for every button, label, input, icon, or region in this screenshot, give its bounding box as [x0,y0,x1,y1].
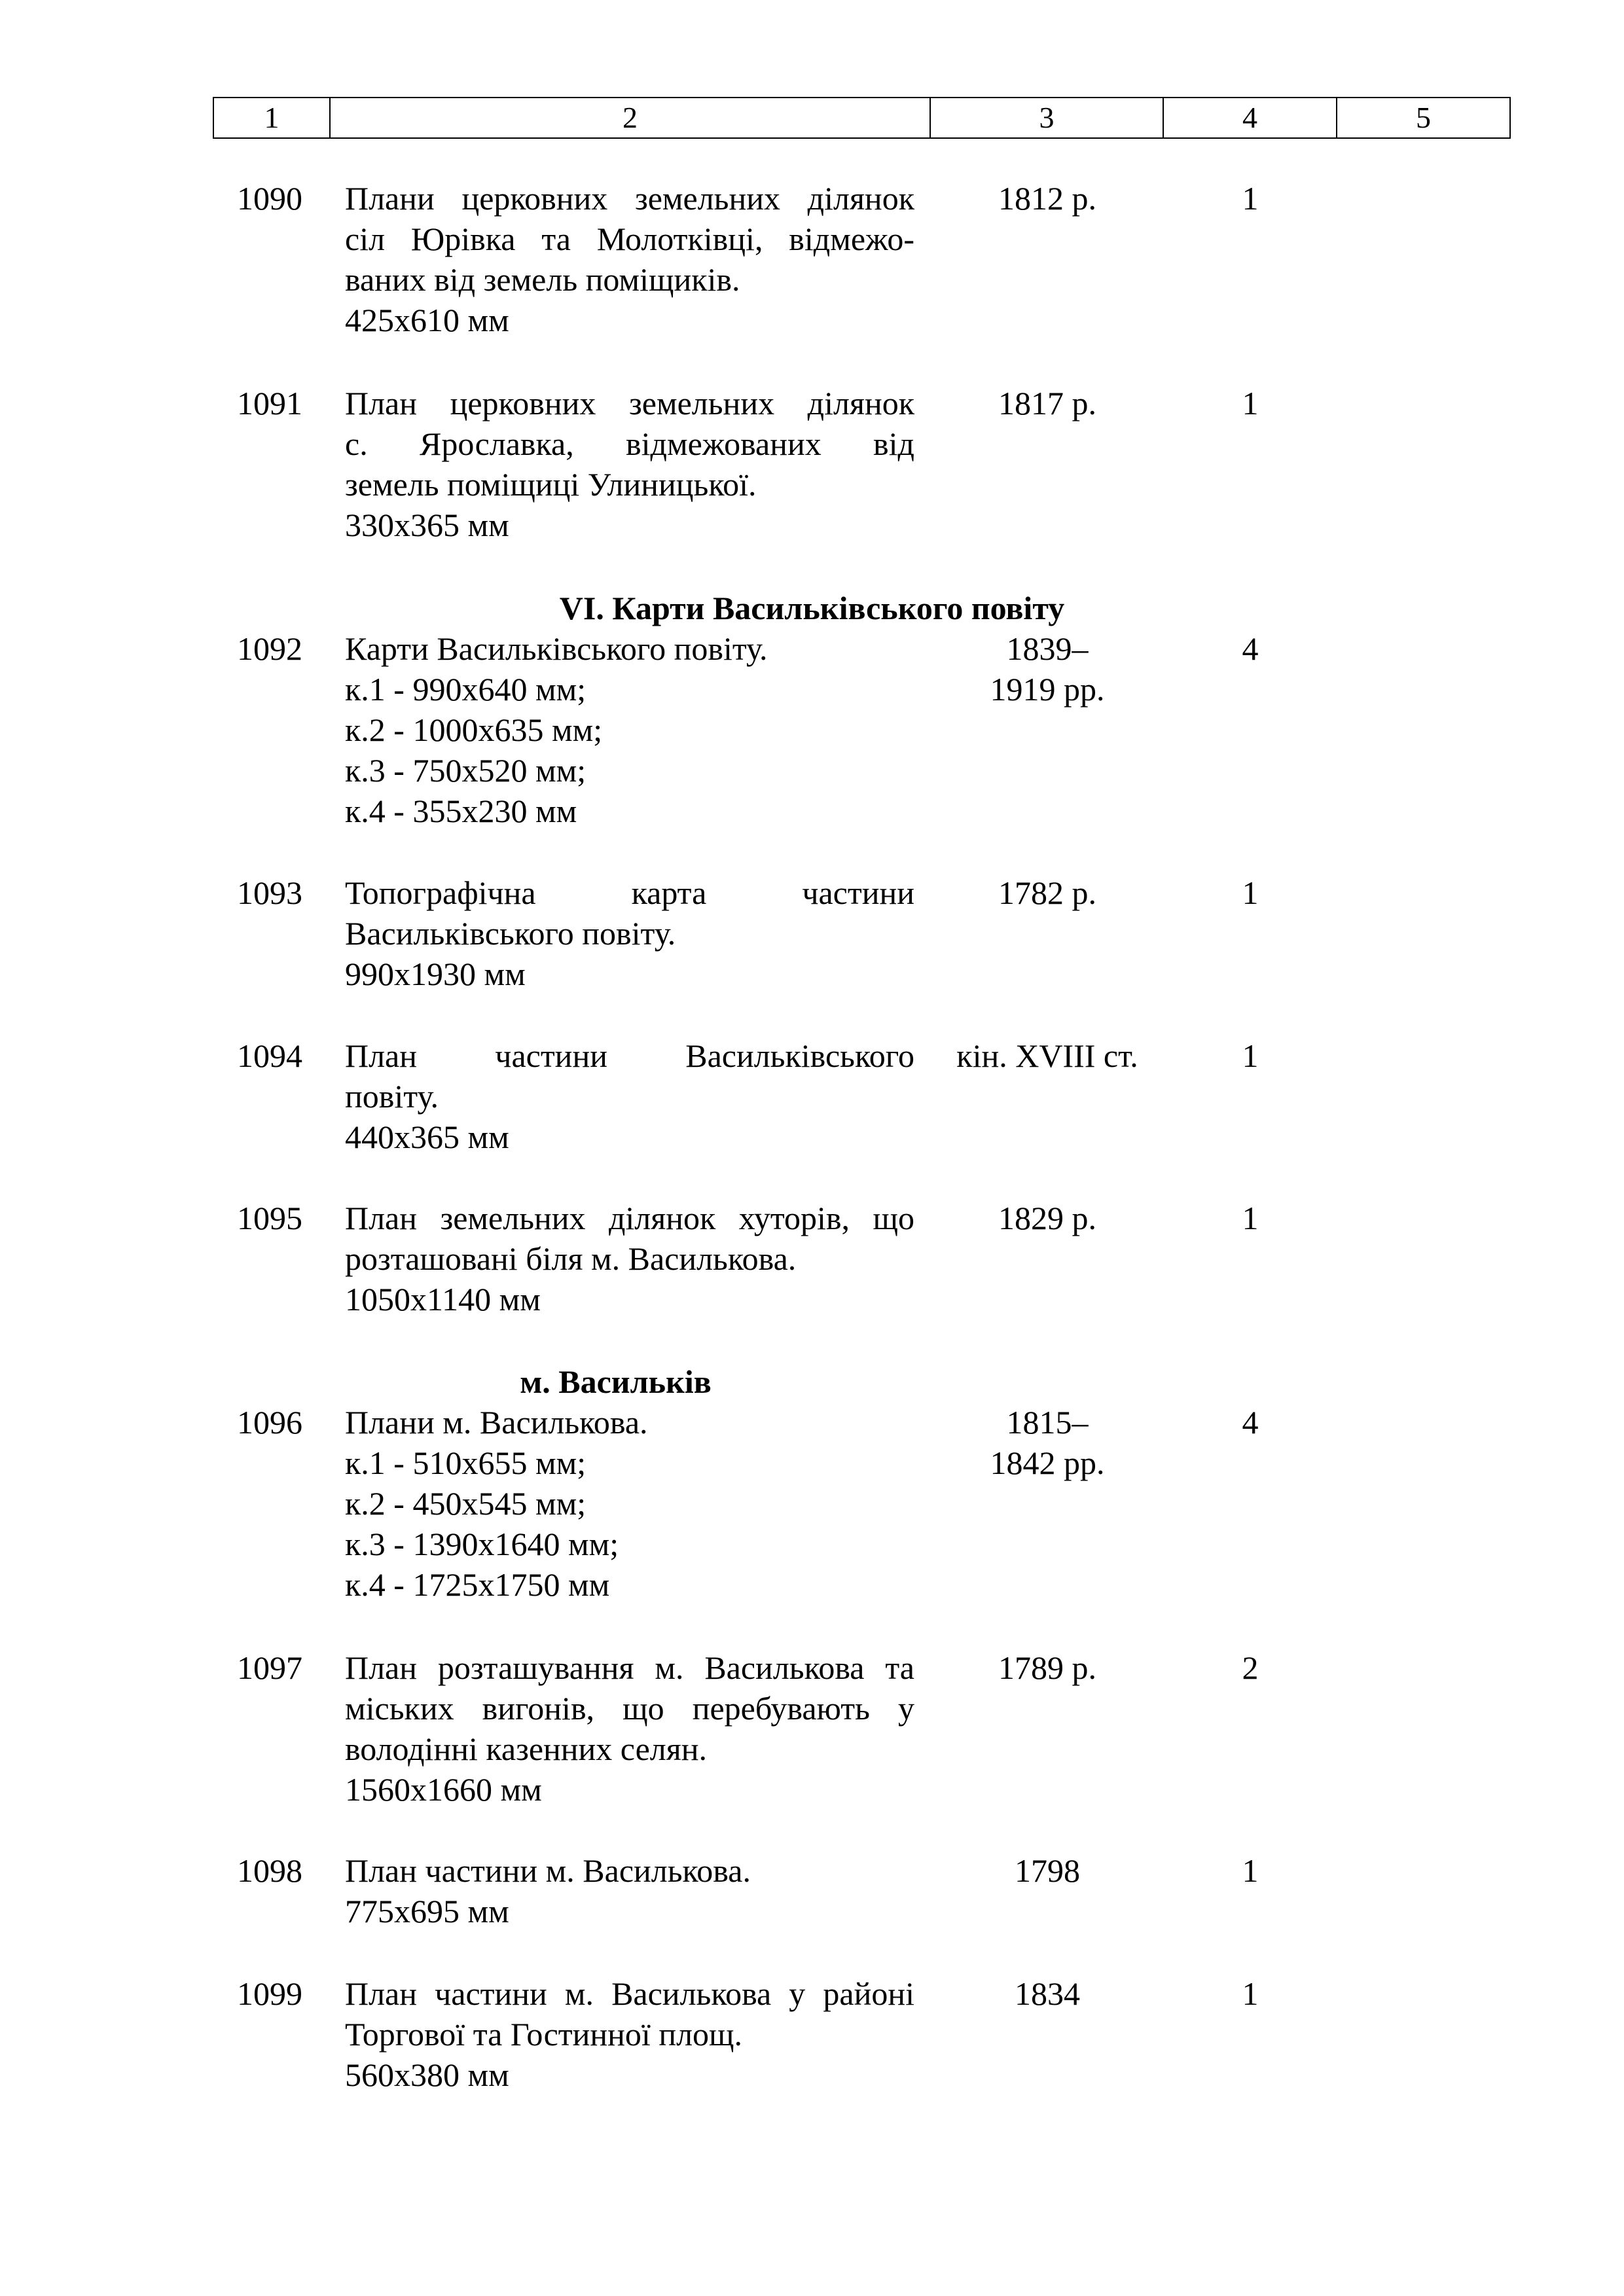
entry-number: 1091 [237,385,302,422]
column-header-1: 1 [213,98,330,138]
entry-description-line: План церковних земельних ділянок [345,385,914,422]
entry-date-line: кін. XVIII ст. [956,1037,1138,1074]
entry-description-line: міських вигонів, що перебувають у [345,1690,914,1727]
section-heading-vasylkiv-town: м. Васильків [520,1363,712,1400]
entry-description-line: 1050х1140 мм [345,1281,541,1318]
entry-description-line: 775х695 мм [345,1893,509,1929]
entry-quantity: 1 [1242,1975,1259,2012]
entry-description [345,1973,914,2095]
column-header-4: 4 [1163,98,1337,138]
entry-quantity: 1 [1242,1037,1259,1074]
entry-description-line: к.4 - 355х230 мм [345,793,577,829]
entry-number: 1099 [237,1975,302,2012]
entry-date-line: 1815– [1006,1404,1089,1441]
entry-description [345,1198,914,1319]
entry-date-line: 1812 р. [998,180,1096,217]
entry-date [929,872,1165,913]
entry-date [929,178,1165,219]
section-heading-vasylkiv-county-maps: VI. Карти Васильківського повіту [559,590,1065,626]
entry-date [929,1198,1165,1238]
entry-quantity: 1 [1242,1200,1259,1236]
entry-quantity: 2 [1242,1649,1259,1686]
entry-number: 1092 [237,630,302,667]
entry-description-line: 440х365 мм [345,1119,509,1155]
entry-description-line: Плани церковних земельних ділянок [345,180,914,217]
entry-description-line: к.2 - 450х545 мм; [345,1485,586,1522]
entry-description [345,872,914,994]
entry-description [345,1647,914,1810]
entry-date-line: 1817 р. [998,385,1096,422]
entry-date-line: 1798 [1015,1852,1080,1889]
entry-date [929,383,1165,423]
entry-date [929,1850,1165,1891]
entry-description-line: к.3 - 750х520 мм; [345,752,586,789]
entry-number: 1097 [237,1649,302,1686]
entry-description-line: 425х610 мм [345,302,509,338]
entry-description-line: Плани м. Василькова. [345,1404,648,1441]
entry-date-line: 1782 р. [998,874,1096,911]
entry-description-line: повіту. [345,1078,439,1115]
entry-quantity: 1 [1242,874,1259,911]
entry-description-line: к.3 - 1390х1640 мм; [345,1526,619,1562]
entry-number: 1094 [237,1037,302,1074]
entry-description [345,628,914,831]
entry-quantity: 4 [1242,630,1259,667]
column-header-5: 5 [1337,98,1510,138]
entry-description-line: ваних від земель поміщиків. [345,261,740,298]
entry-description-line: 1560х1660 мм [345,1771,542,1808]
column-header-3: 3 [930,98,1163,138]
entry-number: 1095 [237,1200,302,1236]
entry-date-line: 1834 [1015,1975,1080,2012]
entry-description [345,178,914,340]
entry-description-line: к.1 - 990х640 мм; [345,671,586,708]
entry-date [929,1973,1165,2014]
entry-description-line: Торгової та Гостинної площ. [345,2016,743,2053]
entry-description [345,383,914,545]
entry-number: 1090 [237,180,302,217]
entry-description [345,1035,914,1157]
entry-date-line: 1842 рр. [990,1444,1105,1481]
entry-description-line: План земельних ділянок хуторів, що [345,1200,914,1236]
entry-description-line: земель поміщиці Улиницької. [345,466,757,503]
entry-description-line: к.1 - 510х655 мм; [345,1444,586,1481]
entry-quantity: 1 [1242,180,1259,217]
entry-quantity: 1 [1242,385,1259,422]
entry-description-line: к.4 - 1725х1750 мм [345,1566,610,1603]
entry-number: 1093 [237,874,302,911]
entry-description-line: Васильківського повіту. [345,915,676,952]
entry-date-line: 1829 р. [998,1200,1096,1236]
entry-description-line: 990х1930 мм [345,956,526,992]
entry-number: 1098 [237,1852,302,1889]
entry-description-line: План частини м. Василькова. [345,1852,751,1889]
entry-date [929,628,1165,709]
entry-quantity: 1 [1242,1852,1259,1889]
entry-date-line: 1839– [1006,630,1089,667]
entry-description-line: 560х380 мм [345,2056,509,2093]
entry-description-line: с. Ярославка, відмежованих від [345,425,914,462]
entry-quantity: 4 [1242,1404,1259,1441]
entry-date [929,1402,1165,1483]
entry-description [345,1850,914,1931]
entry-description-line: Топографічна карта частини [345,874,914,911]
column-header-2: 2 [330,98,930,138]
entry-description-line: к.2 - 1000х635 мм; [345,711,603,748]
entry-date-line: 1919 рр. [990,671,1105,708]
entry-description-line: розташовані біля м. Василькова. [345,1240,797,1277]
entry-description-line: План частини Васильківського [345,1037,914,1074]
entry-date [929,1035,1165,1076]
entry-description-line: сіл Юрівка та Молотківці, відмежо- [345,221,914,257]
entry-description-line: володінні казенних селян. [345,1731,708,1767]
entry-description-line: План розташування м. Василькова та [345,1649,914,1686]
entry-description-line: План частини м. Василькова у районі [345,1975,914,2012]
entry-description [345,1402,914,1605]
entry-description-line: 330х365 мм [345,507,509,543]
entry-description-line: Карти Васильківського повіту. [345,630,768,667]
entry-number: 1096 [237,1404,302,1441]
entry-date [929,1647,1165,1688]
entry-date-line: 1789 р. [998,1649,1096,1686]
